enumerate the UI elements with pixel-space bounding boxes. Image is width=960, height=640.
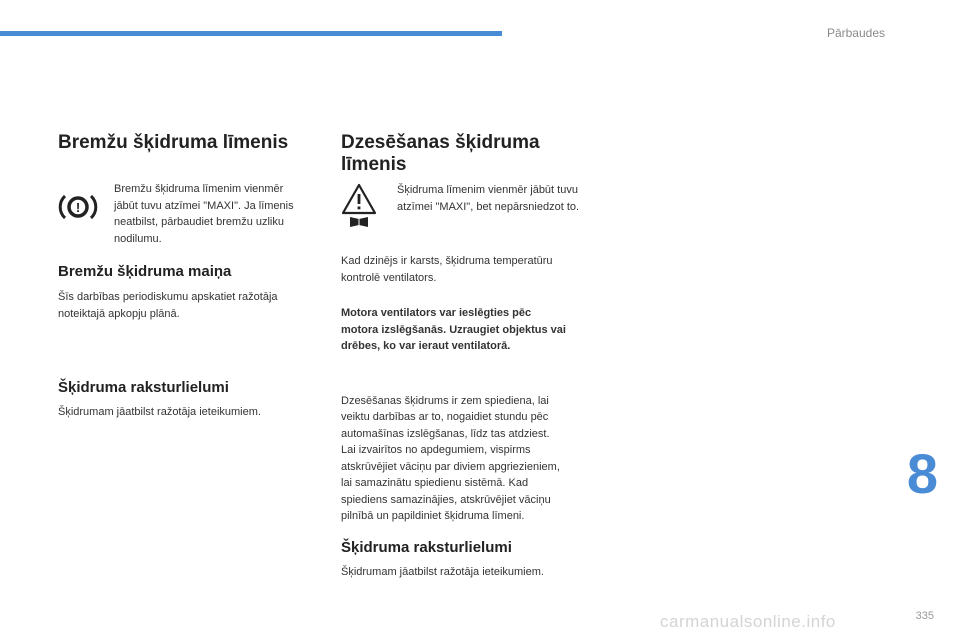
coolant-spec-title: Šķidruma raksturlielumi xyxy=(341,538,512,556)
coolant-spec-text: Šķidrumam jāatbilst ražotāja ieteikumiem. xyxy=(341,565,544,578)
brake-change-title: Bremžu šķidruma maiņa xyxy=(58,263,232,280)
header-accent-bar xyxy=(0,31,502,36)
page-number: 335 xyxy=(915,610,934,622)
right-column xyxy=(341,132,611,580)
coolant-intro-row xyxy=(341,182,611,233)
chapter-number: 8 xyxy=(906,442,938,505)
coolant-title: Dzesēšanas šķidruma līmenis xyxy=(341,132,540,175)
header-title: Pārbaudes xyxy=(826,26,885,40)
brake-intro-row xyxy=(58,181,320,247)
watermark: carmanualsonline.info xyxy=(660,612,836,631)
left-column xyxy=(58,132,320,421)
brake-fluid-title: Bremžu šķidruma līmenis xyxy=(58,132,289,153)
brake-intro-text: Bremžu šķidruma līmenim vienmēr jābūt tuvu atzīmei "MAXI". Ja līmenis neatbilst, pārbaudiet bremžu uzliku nodilumu. xyxy=(114,183,294,245)
brake-spec-title: Šķidruma raksturlielumi xyxy=(58,379,229,396)
svg-text:!: ! xyxy=(75,200,81,215)
coolant-intro-text: Šķidruma līmenim vienmēr jābūt tuvu atzīmei "MAXI", bet nepārsniedzot to. xyxy=(397,184,580,213)
hazard-manual-icon xyxy=(341,182,397,233)
coolant-fan-text: Kad dzinējs ir karsts, šķidruma temperatūru kontrolē ventilators. xyxy=(341,255,553,284)
brake-warning-icon xyxy=(58,191,114,228)
brake-change-text: Šīs darbības periodiskumu apskatiet ražotāja noteiktajā apkopju plānā. xyxy=(58,291,278,320)
coolant-pressure-text: Dzesēšanas šķidrums ir zem spiediena, lai veiktu darbības ar to, nogaidiet stundu pēc automašīnas izslēgšanas, līdz tas atdziest. Lai izvairītos no apdegumiem, vispirms atskrūvējiet vāciņu par diviem apgriezieniem, lai samazinātu spiedienu sistēmā. Kad spiediens samazinājies, atskrūvējiet vāciņu pilnībā un papildiniet šķidruma līmeni. xyxy=(341,394,560,522)
fan-warning-text: Motora ventilators var ieslēgties pēc motora izslēgšanās. Uzraugiet objektus vai drēbes, ko var ieraut ventilatorā. xyxy=(341,307,566,352)
brake-spec-text: Šķidrumam jāatbilst ražotāja ieteikumiem. xyxy=(58,406,261,418)
